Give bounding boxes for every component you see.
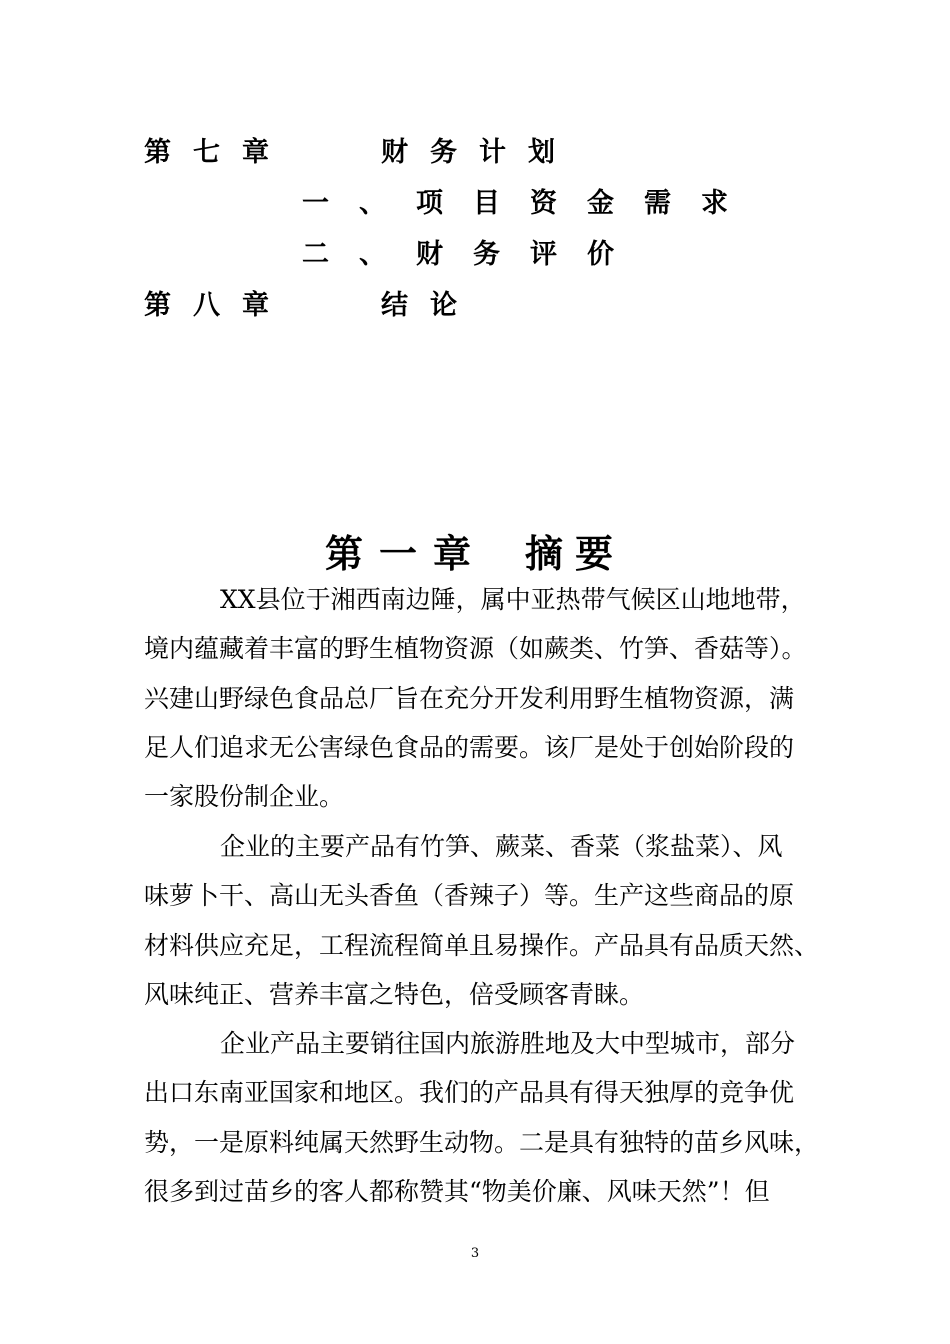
text-line: 很多到过苗乡的客人都称赞其“物美价廉、风味天然”！但 <box>144 1176 770 1206</box>
text-line: 兴建山野绿色食品总厂旨在充分开发利用野生植物资源，满 <box>144 683 795 713</box>
text-line: 足人们追求无公害绿色食品的需要。该厂是处于创始阶段的 <box>144 732 795 762</box>
toc-chapter8-label: 第八章 <box>144 290 291 321</box>
chapter-label: 第一章 <box>324 532 487 576</box>
text-line: 风味纯正、营养丰富之特色，倍受顾客青睐。 <box>144 979 645 1009</box>
text-line: 企业的主要产品有竹笋、蕨菜、香菜（浆盐菜）、风 <box>220 832 783 861</box>
toc-chapter7-title: 财务计划 <box>381 137 577 168</box>
text-line: 出口东南亚国家和地区。我们的产品具有得天独厚的竞争优 <box>144 1078 795 1108</box>
text-line: 材料供应充足，工程流程简单且易操作。产品具有品质天然、 <box>144 930 820 960</box>
toc-chapter8-title: 结论 <box>381 290 479 321</box>
toc-section-evaluation: 二、财务评价 <box>302 239 644 270</box>
page-number: 3 <box>470 1246 480 1261</box>
chapter-title <box>0 523 950 578</box>
paragraph-2 <box>144 822 834 1019</box>
text-line: XX县位于湘西南边陲，属中亚热带气候区山地地带， <box>220 585 806 614</box>
text-line: 一家股份制企业。 <box>144 782 345 812</box>
text-line: 企业产品主要销往国内旅游胜地及大中型城市，部分 <box>220 1029 796 1058</box>
toc-section-funding: 一、项目资金需求 <box>302 188 758 219</box>
toc-chapter7-label: 第七章 <box>144 137 291 168</box>
paragraph-3 <box>144 1019 834 1216</box>
text-line: 味萝卜干、高山无头香鱼（香辣子）等。生产这些商品的原 <box>144 881 795 911</box>
text-line: 势，一是原料纯属天然野生动物。二是具有独特的苗乡风味， <box>144 1127 820 1157</box>
chapter-name: 摘要 <box>525 532 626 576</box>
paragraph-1 <box>144 575 834 821</box>
text-line: 境内蕴藏着丰富的野生植物资源（如蕨类、竹笋、香菇等）。 <box>144 634 807 664</box>
